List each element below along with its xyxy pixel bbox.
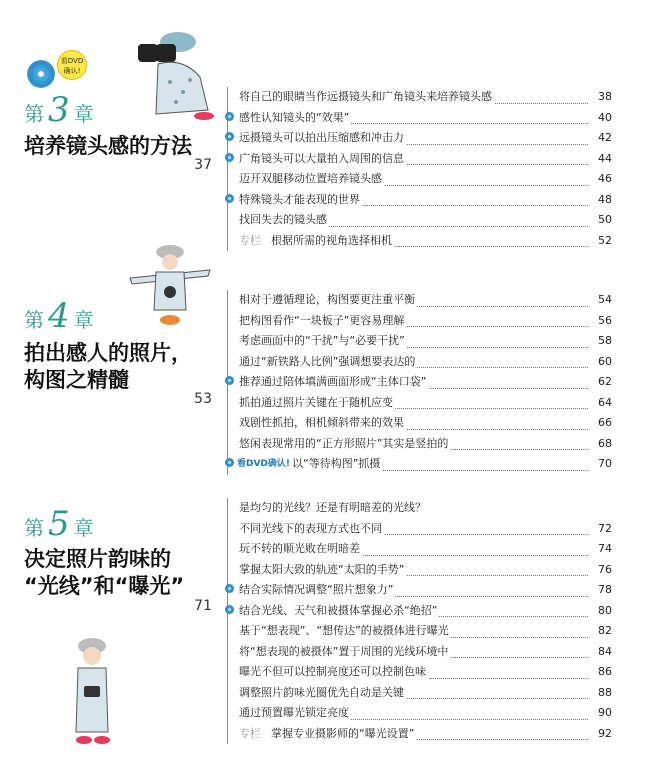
chapter-title: 决定照片韵味的 “光线”和“曝光” [24,547,185,598]
dvd-icon [225,194,234,203]
toc-entry[interactable]: 玩不转的顺光败在明暗差 74 [228,539,612,560]
toc-entry[interactable]: 考虑画面中的“干扰”与“必要干扰” 58 [228,331,612,352]
toc-entry[interactable]: 将自己的眼睛当作远摄镜头和广角镜头来培养镜头感 38 [228,87,612,108]
toc-entry[interactable]: 戏剧性抓拍，相机倾斜带来的效果 66 [228,413,612,434]
toc-entry[interactable]: 把构图看作“一块板子”更容易理解 56 [228,311,612,332]
chapter-title: 拍出感人的照片， 构图之精髓 [24,341,192,392]
entry-page: 42 [598,131,612,144]
toc-entry[interactable]: 看DVD确认! 以“等待构图”抓摄 70 [228,454,612,475]
dvd-link-label: 看DVD确认! [237,459,291,469]
camera-person-illustration [62,632,122,752]
toc-list [227,290,612,475]
toc-entry[interactable]: 通过预置曝光锁定亮度 90 [228,703,612,724]
balancing-person-illustration [120,240,220,332]
chapter-page: 71 [194,598,212,614]
entry-page: 86 [598,665,612,678]
toc-entry[interactable]: 通过“新铁路人比例”强调想要表达的 60 [228,352,612,373]
chapter-word-pre: 第 [24,102,44,126]
entry-page: 74 [598,542,612,555]
chapter-word-pre: 第 [24,308,44,332]
entry-page: 90 [598,706,612,719]
dvd-badge-line1: 看DVD [60,57,84,65]
toc-entry[interactable]: 远摄镜头可以拍出压缩感和冲击力 42 [228,128,612,149]
dvd-icon [225,458,234,467]
entry-page: 60 [598,354,612,368]
toc-entry[interactable]: 找回失去的镜头感 50 [228,210,612,231]
chapter-page: 37 [194,157,212,173]
chapter-word-post: 章 [73,516,94,540]
chapter-word-post: 章 [73,102,94,126]
toc-entry[interactable]: 广角镜头可以大量拍入周围的信息 44 [228,149,612,170]
entry-text: 掌握专业摄影师的“曝光设置” [271,726,415,740]
entry-page: 92 [598,726,612,740]
toc-entry[interactable]: 特殊镜头才能表现的世界 48 [228,190,612,211]
toc-list [227,87,612,251]
entry-page: 58 [598,334,612,347]
entry-page: 82 [598,624,612,637]
entry-page: 66 [598,416,612,429]
entry-page: 40 [598,110,612,124]
dvd-badge-line2: 确认! [63,67,81,75]
toc-entry[interactable] [228,724,612,745]
dvd-icon [225,376,234,385]
chapter-number: 5 [48,504,70,544]
toc-entry[interactable] [228,231,612,252]
entry-page: 64 [598,395,612,409]
entry-page: 46 [598,172,612,185]
column-label: 专栏 [239,726,261,740]
toc-entry[interactable]: 不同光线下的表现方式也不同 72 [228,519,612,540]
binoculars-person-illustration [128,22,218,122]
toc-entry[interactable]: 感性认知镜头的“效果” 40 [228,108,612,129]
entry-page: 78 [598,583,612,596]
chapter-heading [24,90,94,130]
dvd-icon [225,584,234,593]
dvd-icon [225,112,234,121]
toc-entry[interactable]: 调整照片韵味光圈优先自动是关键 88 [228,683,612,704]
entry-page: 50 [598,213,612,226]
entry-page: 70 [598,457,612,470]
entry-page: 68 [598,436,612,450]
entry-page: 80 [598,603,612,617]
chapter-number: 4 [48,296,70,336]
entry-page: 38 [598,90,612,103]
dvd-icon [225,605,234,614]
toc-entry[interactable]: 曝光不但可以控制亮度还可以控制色味 86 [228,662,612,683]
toc-entry[interactable]: 基于“想表现”、“想传达”的被摄体进行曝光 82 [228,621,612,642]
toc-list [227,498,612,744]
toc-entry[interactable]: 相对于遵循理论，构图要更注重平衡 54 [228,290,612,311]
entry-page: 84 [598,644,612,658]
dvd-disc-icon [27,60,55,88]
entry-page: 76 [598,562,612,576]
toc-entry[interactable]: 抓拍通过照片关键在于随机应变 64 [228,393,612,414]
toc-entry[interactable]: 将“想表现的被摄体”置于周围的光线环境中 84 [228,642,612,663]
entry-page: 72 [598,521,612,535]
toc-entry[interactable]: 掌握太阳大致的轨迹“太阳的手势” 76 [228,560,612,581]
entry-page: 88 [598,685,612,699]
toc-entry[interactable]: 悠闲表现常用的“正方形照片”其实是竖拍的 68 [228,434,612,455]
column-label: 专栏 [239,233,261,247]
chapter-heading [24,504,94,544]
entry-page: 44 [598,151,612,165]
chapter-heading [24,296,94,336]
chapter-page: 53 [194,391,212,407]
entry-page: 48 [598,192,612,206]
entry-page: 52 [598,233,612,247]
chapter-number: 3 [48,90,70,130]
toc-entry[interactable]: 推荐通过陪体填满画面形成“主体口袋” 62 [228,372,612,393]
entry-page: 62 [598,375,612,388]
toc-entry[interactable]: 迈开双腿移动位置培养镜头感 46 [228,169,612,190]
entry-page: 56 [598,313,612,327]
chapter-word-pre: 第 [24,516,44,540]
chapter-word-post: 章 [73,308,94,332]
toc-entry[interactable]: 是均匀的光线？还是有明暗差的光线？ [228,498,612,519]
chapter-title: 培养镜头感的方法 [24,134,192,158]
entry-page: 54 [598,293,612,306]
toc-entry[interactable]: 结合光线、天气和被摄体掌握必杀“绝招” 80 [228,601,612,622]
toc-entry[interactable]: 结合实际情况调整“照片想象力” 78 [228,580,612,601]
dvd-icon [225,153,234,162]
dvd-badge [57,50,87,80]
dvd-icon [225,132,234,141]
entry-text: 根据所需的视角选择相机 [271,233,392,247]
